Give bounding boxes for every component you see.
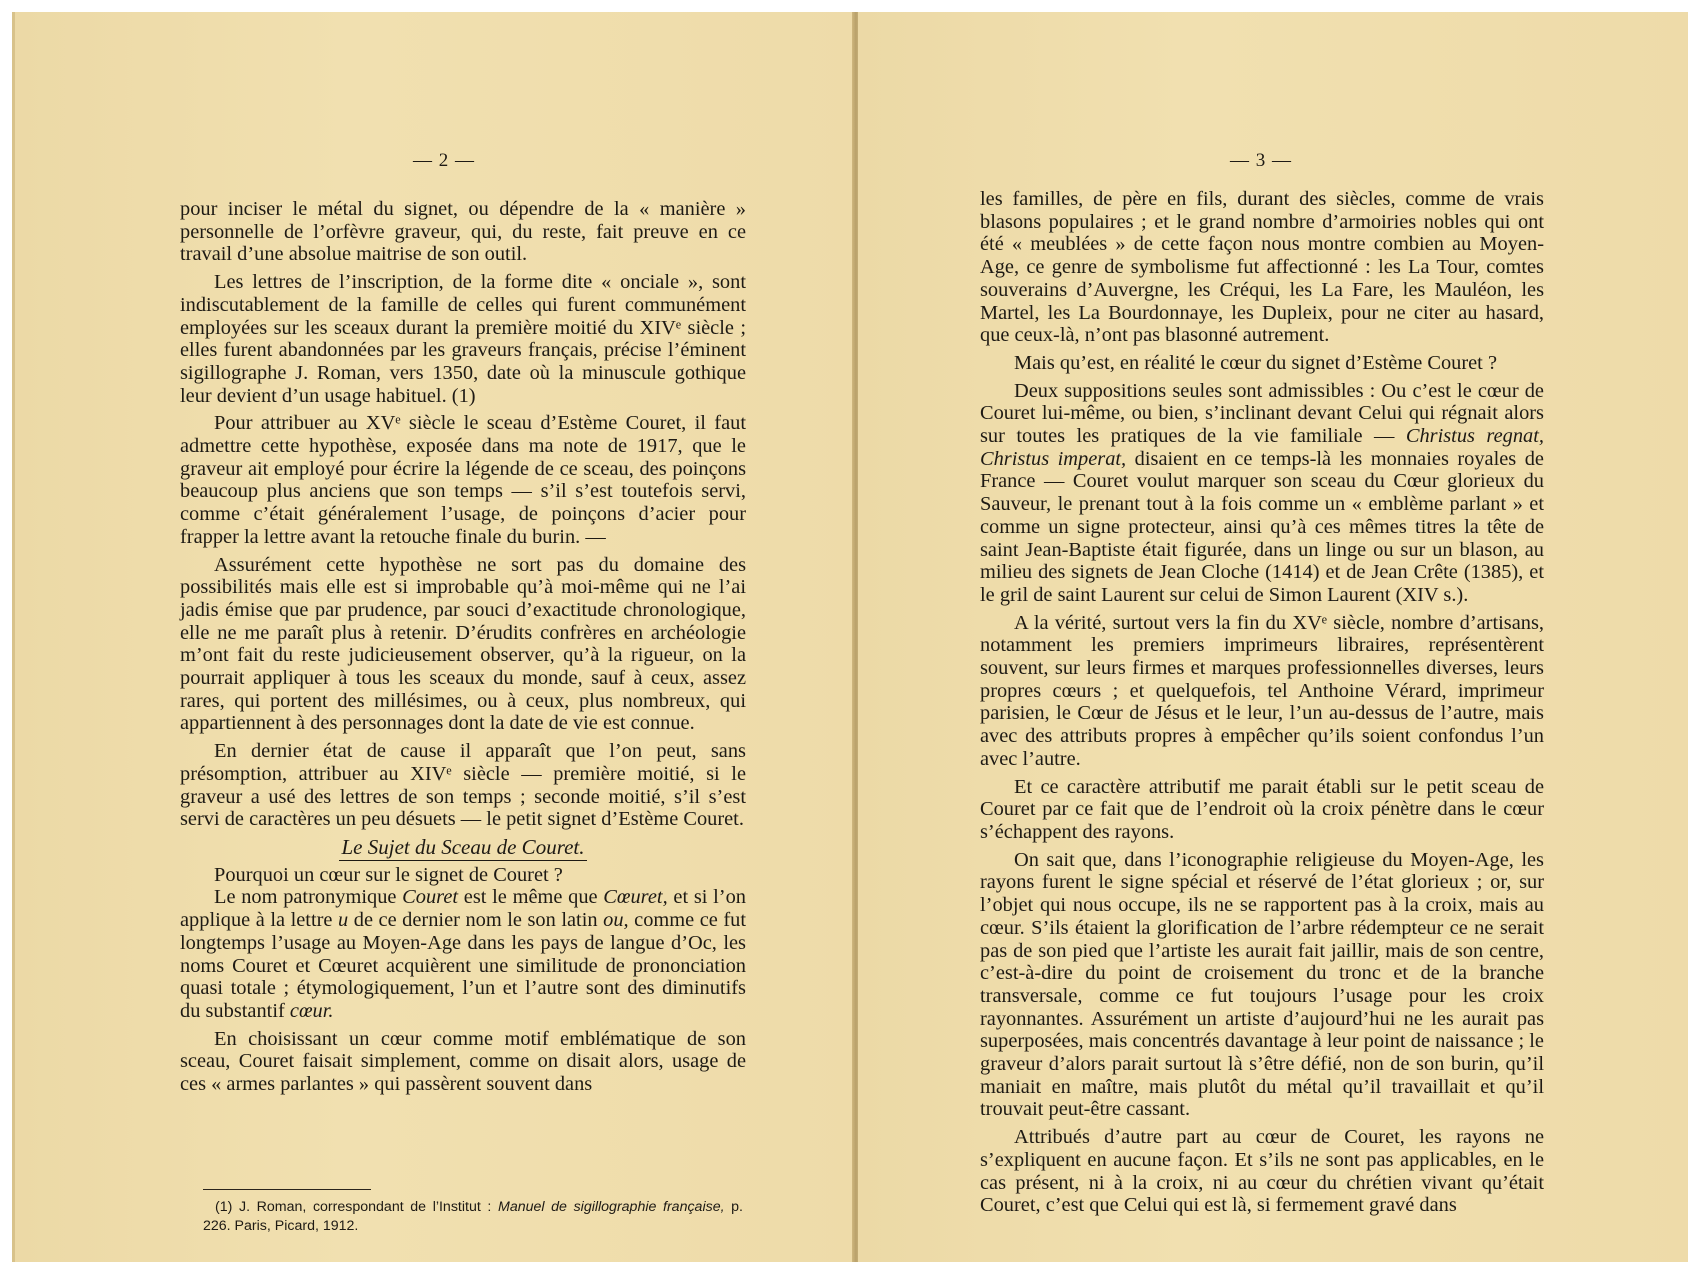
paragraph: A la vérité, surtout vers la fin du XVᵉ siècle, nombre d’artisans, notamment les premiers imprimeurs libraires, représentèrent souvent, sur leurs firmes et marques professionnelles diverses, leurs propres cœurs ; et quelquefois, tel Anthoine Vérard, imprimeur parisien, le Cœur de Jésus et le leur, l’un au-dessus de l’autre, mais avec des attributs propres à empêcher qu’ils soient confondus l’un avec l’autre. [980, 611, 1544, 770]
paragraph [180, 886, 746, 1022]
text-run: est le même que [458, 886, 604, 909]
text-run: disaient en ce temps-là les monnaies royales de France — Couret voulut marquer son sceau du Cœur glorieux du Sauveur, le prenant tout à la fois comme un « emblème parlant » et comme un signe protecteur, ainsi qu’à ces mêmes titres la tête de saint Jean-Baptiste était figurée, dans un linge ou sur un blason, au milieu des signets de Jean Cloche (1414) et de Jean Crête (1385), et le gril de saint Laurent sur celui de Simon Laurent (XIV s.). [980, 447, 1544, 606]
paragraph: Assurément cette hypothèse ne sort pas du domaine des possibilités mais elle est si improbable qu’à moi-même qui ne l’ai jadis émise que par prudence, par souci d’exactitude chronologique, elle ne me paraît plus à retenir. D’érudits confrères en archéologie m’ont fait du reste judicieusement observer, qu’à la rigueur, on la pourrait appliquer à tous les sceaux du monde, sauf à ceux, assez rares, qui portent des millésimes, ou à ceux, plus nombreux, qui appartiennent à des personnages dont la date de vie est connue. [180, 553, 746, 735]
left-page [12, 12, 857, 1262]
section-heading-text: Le Sujet du Sceau de Couret. [341, 834, 585, 859]
paragraph: Et ce caractère attributif me parait établi sur le petit sceau de Couret par ce fait que de l’endroit où la croix pénètre dans le cœur s’échappent des rayons. [980, 775, 1544, 843]
section-heading [180, 836, 746, 859]
italic-text: Cœuret, [603, 886, 668, 909]
text-run: Deux suppositions seules sont admissibles : Ou c’est le cœur de Couret lui-même, ou bien, s’inclinant devant Celui qui régnait alors sur toutes les pratiques de la vie familiale — [980, 379, 1544, 448]
paragraph: pour inciser le métal du signet, ou dépendre de la « manière » personnelle de l’orfèvre graveur, qui, du reste, fait preuve en ce travail d’une absolue maitrise de son outil. [180, 198, 746, 266]
paragraph: En choisissant un cœur comme motif emblématique de son sceau, Couret faisait simplement, comme on disait alors, usage de ces « armes parlantes » qui passèrent souvent dans [180, 1027, 746, 1096]
italic-text: Manuel de sigillographie française, [498, 1199, 725, 1215]
italic-text: cœur. [289, 999, 334, 1022]
italic-text: Couret [402, 886, 459, 909]
paragraph: En dernier état de cause il apparaît que l’on peut, sans présomption, attribuer au XIVᵉ siècle — première moitié, si le graveur a usé des lettres de son temps ; seconde moitié, s’il s’est servi de caractères un peu désuets — le petit signet d’Estème Couret. [180, 740, 746, 831]
paragraph: On sait que, dans l’iconographie religieuse du Moyen-Age, les rayons furent le signe spécial et réservé de l’état glorieux ; or, sur l’objet qui nous occupe, ils ne se rapportent pas à la croix, mais au cœur. S’ils étaient la glorification de l’arbre rédempteur ce ne serait pas de son pied que l’artiste les aurait fait jaillir, mais de son centre, c’est-à-dire du point de croisement du tronc et de la branche transversale, comme ce fut toujours l’usage pour les croix rayonnantes. Assurément un artiste d’aujourd’hui ne les aurait pas superposées, mais concentrés davantage à leur point de naissance ; le graveur d’alors parait surtout là s’être défié, non de son burin, qu’il maniait en maître, mais plutôt du métal qu’il travaillait et qu’il trouvait peut-être cassant. [980, 848, 1544, 1121]
paragraph: les familles, de père en fils, durant des siècles, comme de vrais blasons populaires ; et le grand nombre d’armoiries nobles qui ont été « meublées » de cette façon nous montre combien au Moyen-Age, ce genre de symbolisme fut affectionné : les La Tour, comtes souverains d’Auvergne, les Créqui, les La Fare, les Mauléon, les Martel, les La Bourdonnaye, les Dupleix, pour ne citer au hasard, que ceux-là, n’ont pas blasonné autrement. [980, 188, 1544, 347]
text-run: comme ce fut longtemps l’usage au Moyen-Age dans les pays de langue d’Oc, les noms Couret et Cœuret acquièrent une similitude de prononciation quasi totale ; étymologiquement, l’un et l’autre sont des diminutifs du substantif [180, 909, 746, 1022]
text-run: p. 226. Paris, Picard, 1912. [203, 1199, 743, 1234]
paragraph: Pour attribuer au XVᵉ siècle le sceau d’Estème Couret, il faut admettre cette hypothèse, exposée dans ma note de 1917, que le graveur ait employé pour écrire la légende de ce sceau, des poinçons beaucoup plus anciens que son temps — s’il s’est toutefois servi, comme c’était généralement l’usage, de poinçons d’acier pour frapper la lettre avant la retouche finale du burin. — [180, 412, 746, 548]
right-page-text [980, 188, 1544, 1222]
right-page [858, 12, 1688, 1262]
text-run: de ce dernier nom le son latin [348, 909, 604, 932]
paragraph: Pourquoi un cœur sur le signet de Couret ? [214, 863, 563, 886]
italic-text: ou, [603, 909, 629, 932]
booklet-spread [12, 12, 1688, 1262]
page-number: — 3 — [1230, 150, 1292, 171]
footnote-rule [203, 1189, 371, 1190]
page-number: — 2 — [413, 150, 475, 171]
text-run: et si l’on applique à la lettre [180, 886, 746, 932]
paragraph: Mais qu’est, en réalité le cœur du signet d’Estème Couret ? [1014, 351, 1497, 374]
italic-text: Christus regnat, Christus imperat, [980, 425, 1545, 470]
text-run: (1) J. Roman, correspondant de l’Institut : [215, 1199, 498, 1215]
paragraph [980, 380, 1544, 607]
footnote [203, 1198, 743, 1236]
left-page-text [180, 198, 746, 1101]
italic-text: u [338, 909, 349, 932]
paragraph: Les lettres de l’inscription, de la forme dite « onciale », sont indiscutablement de la famille de celles qui furent communément employées sur les sceaux durant la première moitié du XIVᵉ siècle ; elles furent abandonnées par les graveurs français, précise l’éminent sigillographe J. Roman, vers 1350, date où la minuscule gothique leur devient d’un usage habituel. (1) [180, 271, 746, 407]
text-run: Le nom patronymique [214, 886, 403, 909]
paragraph: Attribués d’autre part au cœur de Couret, les rayons ne s’expliquent en aucune façon. Et s’ils ne sont pas applicables, en le cas présent, ni à la croix, ni au cœur du chrétien vivant qu’était Couret, c’est que Celui qui est là, si fermement gravé dans [980, 1126, 1544, 1217]
